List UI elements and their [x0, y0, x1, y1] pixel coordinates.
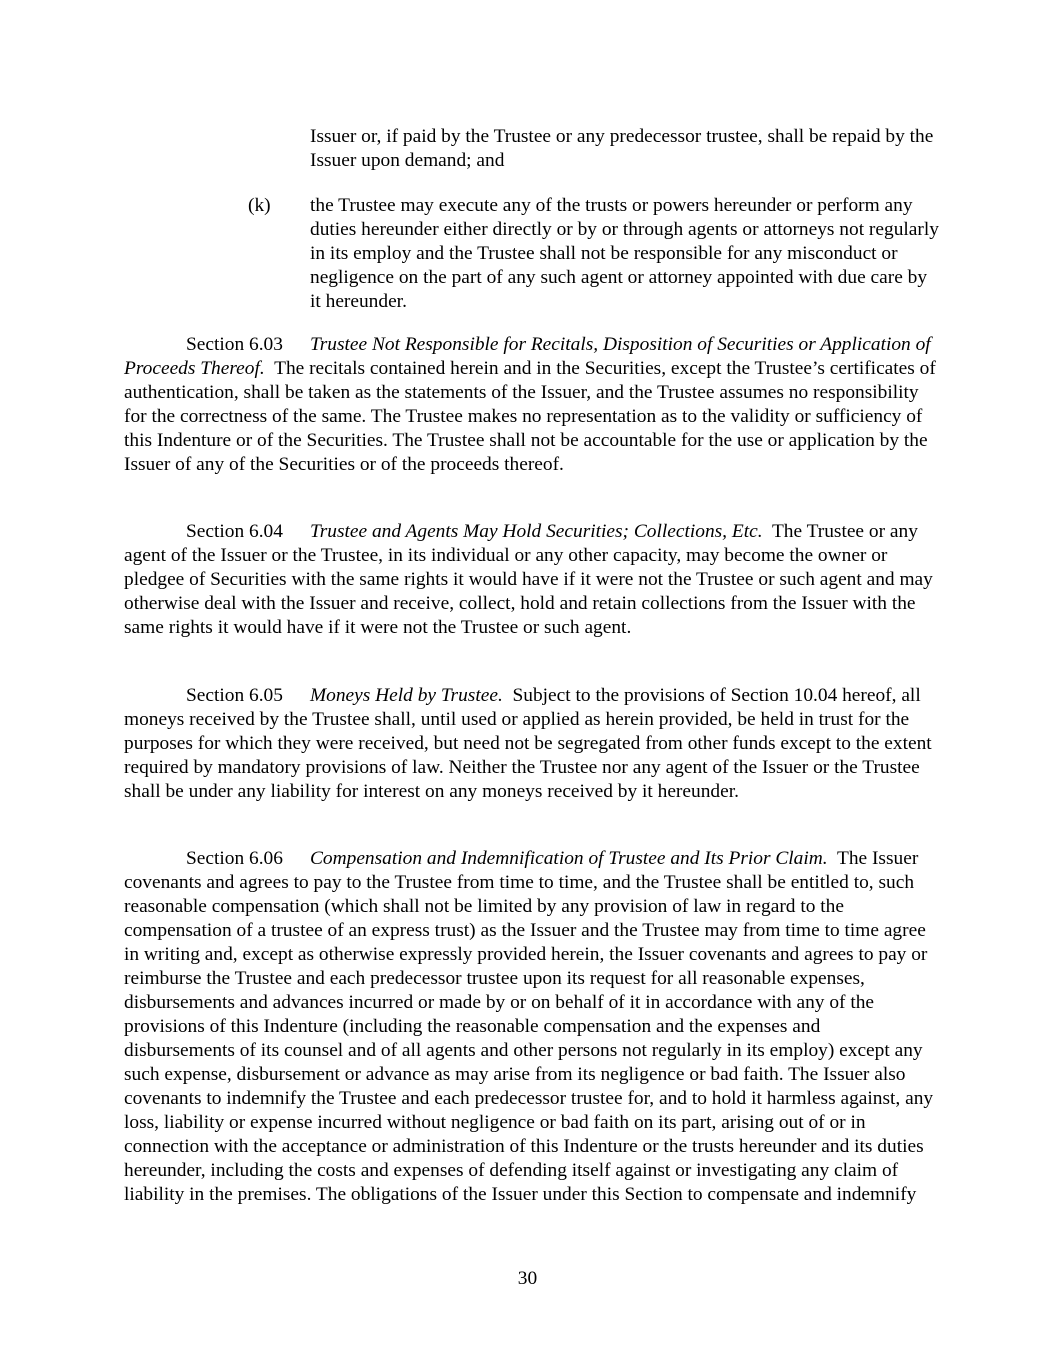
section-body: The recitals contained herein and in the Securities, except the Trustee’s certificates of authentication, shall be taken as the statements of the Issuer, and the Trustee assumes no responsibility for the correctness of the same. The Trustee makes no representation as to the validity or sufficiency of this Indenture or of the Securities. The Trustee shall not be accountable for the use or application by the Issuer of any of the Securities or of the proceeds thereof. [124, 358, 936, 475]
section-6-04 [124, 520, 936, 640]
section-number: Section 6.05 [186, 685, 283, 706]
continuation-text: Issuer or, if paid by the Trustee or any predecessor trustee, shall be repaid by the Issuer upon demand; and [310, 126, 934, 171]
section-body: Subject to the provisions of Section 10.04 hereof, all moneys received by the Trustee shall, until used or applied as herein provided, be held in trust for the purposes for which they were received, but need not be segregated from other funds except to the extent required by mandatory provisions of law. Neither the Trustee nor any agent of the Issuer or the Trustee shall be under any liability for interest on any moneys received by it hereunder. [124, 685, 932, 802]
page-number: 30 [517, 1268, 538, 1289]
section-title: Trustee and Agents May Hold Securities; Collections, Etc. [310, 521, 763, 542]
section-6-03 [124, 333, 936, 477]
section-6-06 [124, 847, 936, 1207]
section-number: Section 6.03 [186, 334, 283, 355]
section-6-05 [124, 684, 936, 804]
list-item-label: (k) [248, 195, 271, 216]
section-title: Trustee Not Responsible for Recitals, Disposition of Securities or Application of Proceeds Thereof. [124, 334, 931, 379]
section-number: Section 6.04 [186, 521, 283, 542]
section-body: The Issuer covenants and agrees to pay to the Trustee from time to time, and the Trustee shall be entitled to, such reasonable compensation (which shall not be limited by any provision of law in regard to the compensation of a trustee of an express trust) as the Issuer and the Trustee may from time to time agree in writing and, except as otherwise expressly provided herein, the Issuer covenants and agrees to pay or reimburse the Trustee and each predecessor trustee upon its request for all reasonable expenses, disbursements and advances incurred or made by or on behalf of it in accordance with any of the provisions of this Indenture (including the reasonable compensation and the expenses and disbursements of its counsel and of all agents and other persons not regularly in its employ) except any such expense, disbursement or advance as may arise from its negligence or bad faith. The Issuer also covenants to indemnify the Trustee and each predecessor trustee for, and to hold it harmless against, any loss, liability or expense incurred without negligence or bad faith on its part, arising out of or in connection with the acceptance or administration of this Indenture or the trusts hereunder and its duties hereunder, including the costs and expenses of defending itself against or investigating any claim of liability in the premises. The obligations of the Issuer under this Section to compensate and indemnify [124, 848, 934, 1205]
section-title: Compensation and Indemnification of Trustee and Its Prior Claim. [310, 848, 828, 869]
section-number: Section 6.06 [186, 848, 283, 869]
list-item-k [248, 194, 948, 314]
continuation-paragraph [310, 125, 940, 173]
section-body: The Trustee or any agent of the Issuer or the Trustee, in its individual or any other capacity, may become the owner or pledgee of Securities with the same rights it would have if it were not the Trustee or such agent and may otherwise deal with the Issuer and receive, collect, hold and retain collections from the Issuer with the same rights it would have if it were not the Trustee or such agent. [124, 521, 933, 638]
section-title: Moneys Held by Trustee. [310, 685, 503, 706]
list-item-text: the Trustee may execute any of the trusts or powers hereunder or perform any duties hereunder either directly or by or through agents or attorneys not regularly in its employ and the Trustee shall not be responsible for any misconduct or negligence on the part of any such agent or attorney appointed with due care by it hereunder. [310, 195, 939, 312]
